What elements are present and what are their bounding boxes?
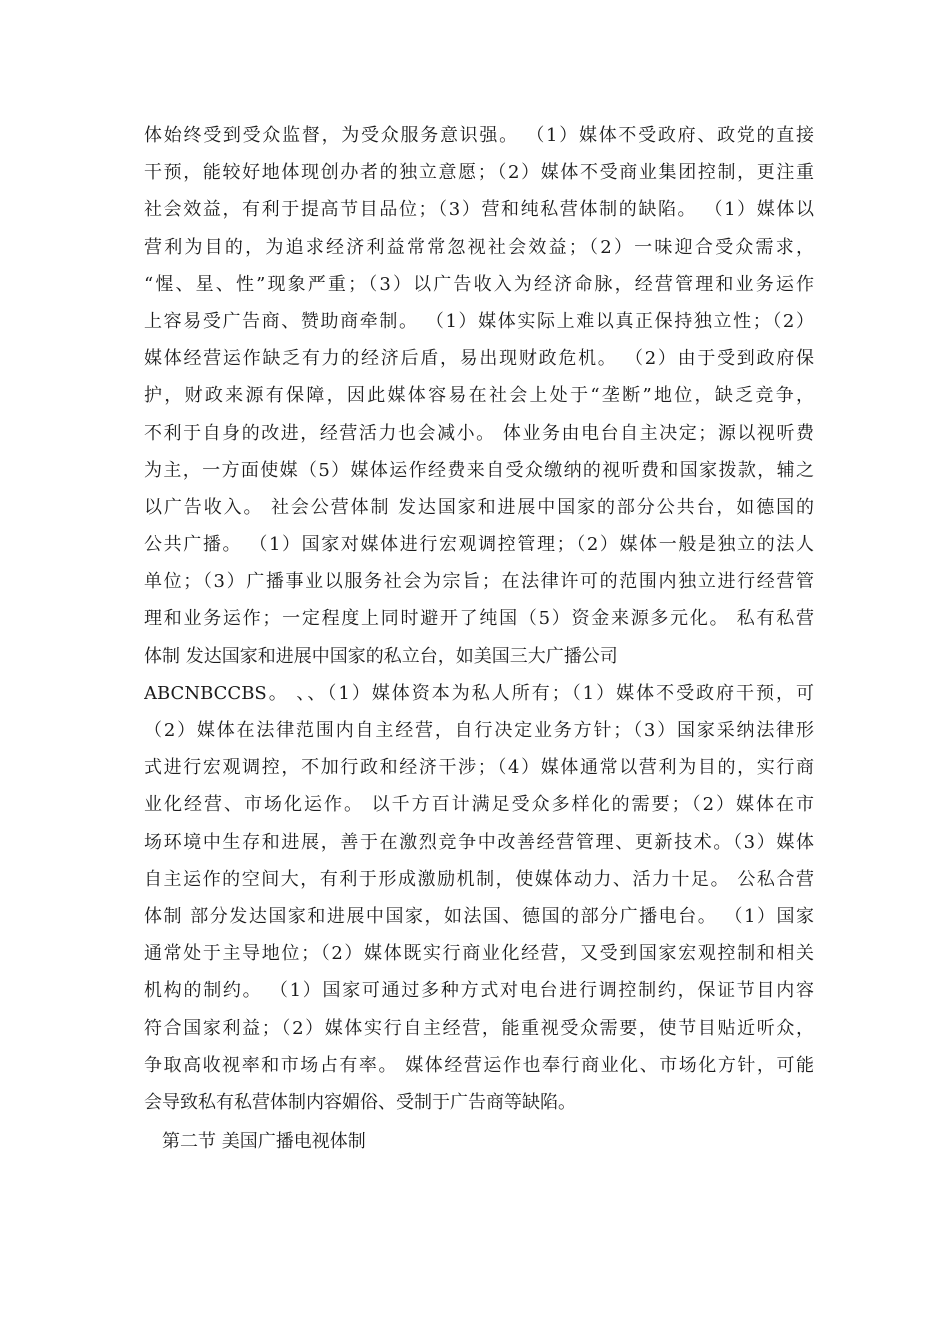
text-line: “惺、星、性”现象严重；（3）以广告收入为经济命脉，经营管理和业务运作 xyxy=(144,273,814,295)
text-line: 为主，一方面使媒（5）媒体运作经费来自受众缴纳的视听费和国家拨款，辅之 xyxy=(144,459,814,481)
text-line: 媒体经营运作缺乏有力的经济后盾，易出现财政危机。 （2）由于受到政府保 xyxy=(144,348,814,370)
text-line: 公共广播。 （1）国家对媒体进行宏观调控管理；（2）媒体一般是独立的法人 xyxy=(144,534,814,556)
text-line: （2）媒体在法律范围内自主经营，自行决定业务方针；（3）国家采纳法律形 xyxy=(144,720,814,741)
text-line: 干预，能较好地体现创办者的独立意愿；（2）媒体不受商业集团控制，更注重 xyxy=(144,162,814,184)
text-line: 业化经营、市场化运作。 以千方百计满足受众多样化的需要；（2）媒体在市 xyxy=(144,794,814,816)
text-line: 会导致私有私营体制内容媚俗、受制于广告商等缺陷。 xyxy=(144,1091,576,1113)
text-line: 式进行宏观调控，不加行政和经济干涉；（4）媒体通常以营利为目的，实行商 xyxy=(144,757,814,779)
text-line: 护，财政来源有保障，因此媒体容易在社会上处于“垄断”地位，缺乏竞争， xyxy=(144,385,814,407)
text-line: 不利于自身的改进，经营活力也会减小。 体业务由电台自主决定；源以视听费 xyxy=(144,422,814,444)
text-line: 通常处于主导地位；（2）媒体既实行商业化经营，又受到国家宏观控制和相关 xyxy=(144,943,814,965)
text-line: 单位；（3）广播事业以服务社会为宗旨；在法律许可的范围内独立进行经营管 xyxy=(144,571,814,593)
text-line: 体制 发达国家和进展中国家的私立台，如美国三大广播公司 xyxy=(144,645,618,667)
text-line: 符合国家利益；（2）媒体实行自主经营，能重视受众需要，使节目贴近听众， xyxy=(144,1017,814,1039)
text-line: 争取高收视率和市场占有率。 媒体经营运作也奉行商业化、市场化方针，可能 xyxy=(144,1054,814,1076)
text-line: 营利为目的，为追求经济利益常常忽视社会效益；（2）一味迎合受众需求， xyxy=(144,236,814,258)
text-line: 以广告收入。 社会公营体制 发达国家和进展中国家的部分公共台，如德国的 xyxy=(144,496,814,518)
text-line: 社会效益，有利于提高节目品位；（3）营和纯私营体制的缺陷。 （1）媒体以 xyxy=(144,199,814,221)
text-line: 体制 部分发达国家和进展中国家，如法国、德国的部分广播电台。 （1）国家 xyxy=(144,905,814,927)
text-line: 上容易受广告商、赞助商牵制。 （1）媒体实际上难以真正保持独立性；（2） xyxy=(144,310,814,332)
text-line: ABCNBCCBS。 、、（1）媒体资本为私人所有；（1）媒体不受政府干预，可 xyxy=(144,682,814,704)
section-heading: 第二节 美国广播电视体制 xyxy=(162,1131,366,1152)
text-line: 机构的制约。 （1）国家可通过多种方式对电台进行调控制约，保证节目内容 xyxy=(144,980,814,1002)
text-line: 理和业务运作；一定程度上同时避开了纯国（5）资金来源多元化。 私有私营 xyxy=(144,608,814,630)
text-line: 场环境中生存和进展，善于在激烈竞争中改善经营管理、更新技术。（3）媒体 xyxy=(144,831,814,853)
text-line: 自主运作的空间大，有利于形成激励机制，使媒体动力、活力十足。 公私合营 xyxy=(144,868,814,890)
text-line: 体始终受到受众监督，为受众服务意识强。 （1）媒体不受政府、政党的直接 xyxy=(144,125,814,146)
body-paragraph xyxy=(144,117,814,1121)
